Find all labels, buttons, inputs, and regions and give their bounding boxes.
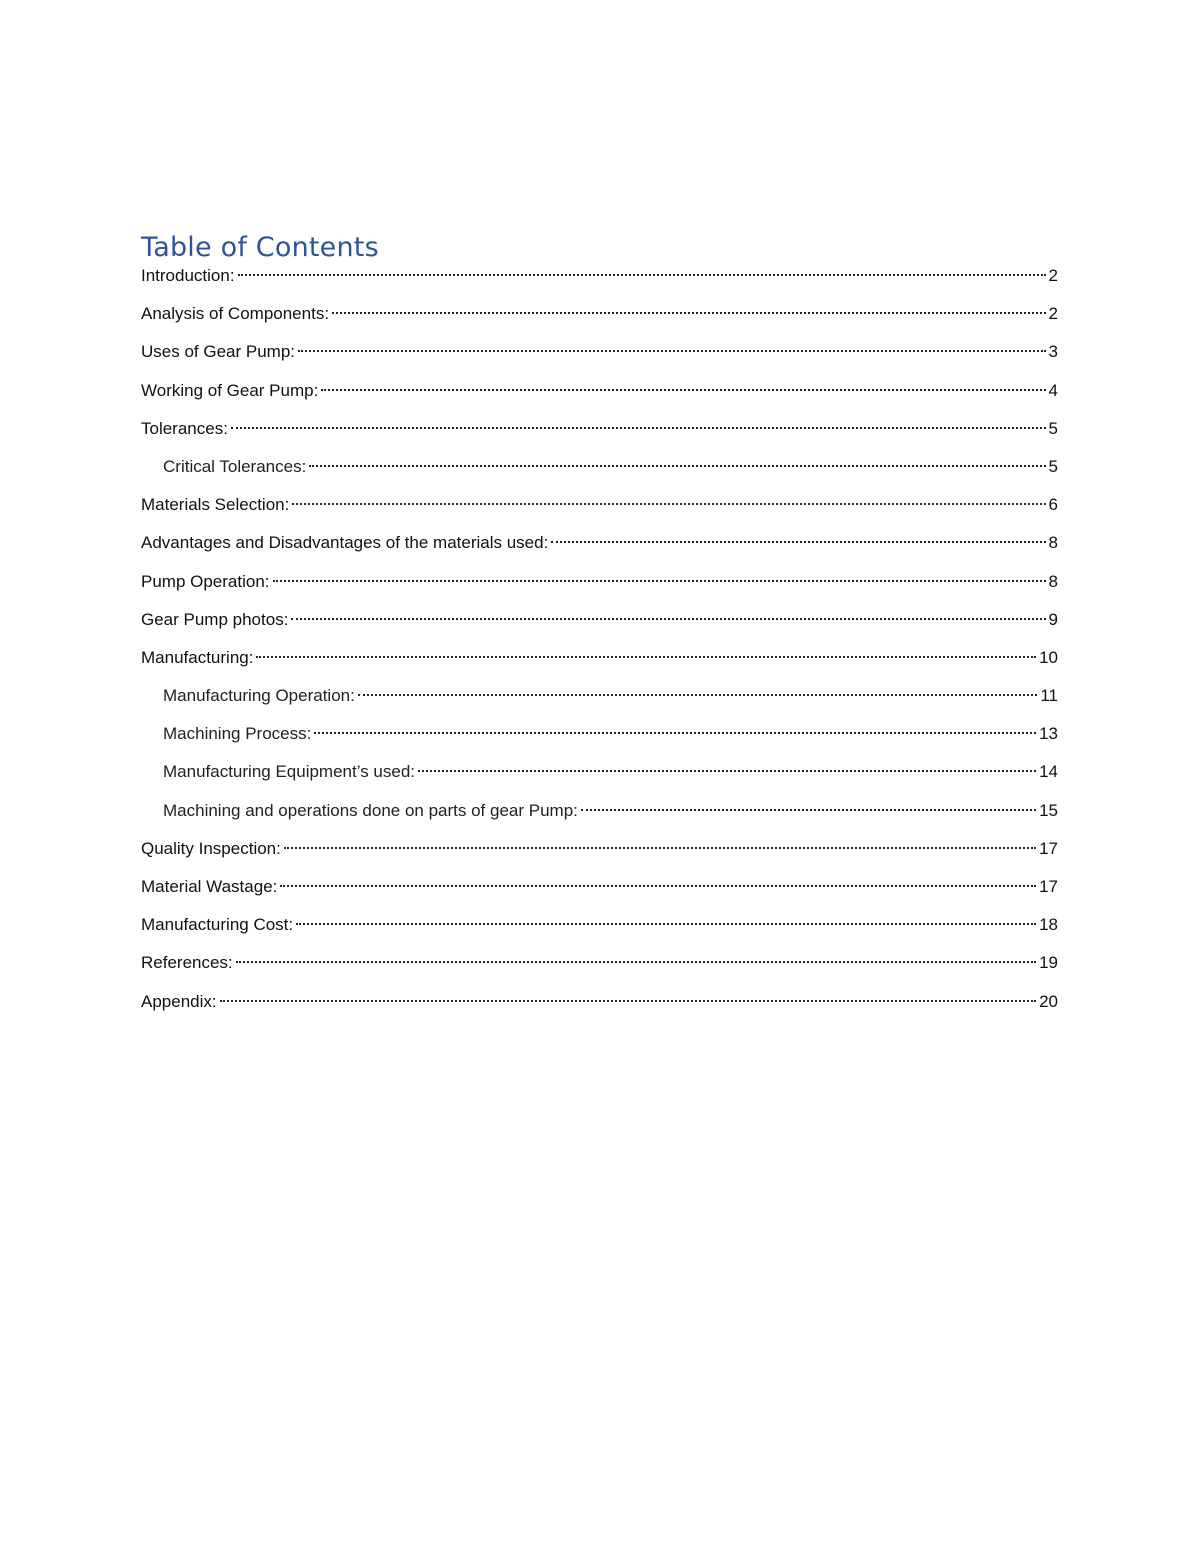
toc-list [141,257,1058,1021]
toc-entry-label: Manufacturing Operation: [163,686,355,706]
toc-entry-label: Introduction: [141,266,235,285]
toc-entry-label: Critical Tolerances: [163,456,307,476]
toc-entry-label: Analysis of Components: [141,304,330,324]
toc-entry[interactable] [141,601,1058,639]
toc-entry[interactable] [141,944,1058,982]
toc-entry-page-number: 15 [1039,800,1058,820]
toc-entry-page-number: 2 [1048,266,1058,285]
toc-dot-leader [418,753,1036,777]
toc-dot-leader [581,792,1036,816]
toc-dot-leader [291,601,1045,625]
toc-entry-page-number: 9 [1048,609,1058,629]
toc-entry-page-number: 8 [1048,533,1058,553]
toc-entry-label: Machining Process: [163,724,312,744]
toc-entry[interactable] [141,563,1058,601]
toc-entry-label: Pump Operation: [141,571,270,591]
toc-entry-page-number: 14 [1039,762,1058,782]
toc-entry[interactable] [141,715,1058,753]
toc-entry-page-number: 20 [1039,991,1058,1011]
toc-entry-page-number: 3 [1048,342,1058,362]
toc-dot-leader [256,639,1036,663]
toc-entry-label: Manufacturing: [141,647,254,667]
toc-dot-leader [231,410,1046,434]
toc-entry[interactable] [141,372,1058,410]
toc-entry-page-number: 6 [1048,495,1058,515]
toc-entry[interactable] [141,257,1058,295]
toc-dot-leader [309,448,1045,472]
toc-dot-leader [238,257,1046,281]
toc-entry[interactable] [141,677,1058,715]
toc-entry-page-number: 11 [1040,686,1058,706]
toc-entry-page-number: 2 [1048,304,1058,324]
toc-entry-page-number: 5 [1048,418,1058,438]
toc-entry-page-number: 8 [1048,571,1058,591]
toc-entry-label: Manufacturing Equipment’s used: [163,762,416,782]
toc-dot-leader [298,333,1046,357]
toc-entry-label: Manufacturing Cost: [141,915,294,935]
toc-entry[interactable] [141,410,1058,448]
toc-dot-leader [284,830,1036,854]
toc-dot-leader [292,486,1045,510]
toc-dot-leader [280,868,1036,892]
toc-entry-page-number: 5 [1048,456,1058,476]
toc-entry-page-number: 10 [1039,647,1058,667]
toc-entry-label: Gear Pump photos: [141,609,289,629]
toc-dot-leader [551,524,1045,548]
toc-entry-label: Appendix: [141,991,217,1011]
toc-entry[interactable] [141,830,1058,868]
toc-entry-label: Tolerances: [141,418,228,438]
toc-dot-leader [236,944,1036,968]
toc-entry-page-number: 19 [1039,953,1058,973]
toc-entry[interactable] [141,448,1058,486]
toc-entry-label: References: [141,953,233,973]
toc-entry-page-number: 18 [1039,915,1058,935]
toc-dot-leader [296,906,1036,930]
toc-dot-leader [220,983,1036,1007]
toc-entry[interactable] [141,639,1058,677]
toc-title: Table of Contents [141,232,379,264]
toc-entry-label: Advantages and Disadvantages of the materials used: [141,533,549,553]
toc-entry-label: Uses of Gear Pump: [141,342,296,362]
toc-entry[interactable] [141,333,1058,371]
toc-entry[interactable] [141,792,1058,830]
toc-entry-label: Materials Selection: [141,495,290,515]
toc-entry[interactable] [141,906,1058,944]
toc-dot-leader [332,295,1045,319]
toc-entry-label: Machining and operations done on parts of gear Pump: [163,800,578,820]
toc-entry-page-number: 17 [1039,838,1058,858]
toc-dot-leader [321,372,1045,396]
toc-entry[interactable] [141,486,1058,524]
toc-entry-label: Quality Inspection: [141,838,281,858]
toc-entry-label: Material Wastage: [141,877,278,896]
toc-entry[interactable] [141,753,1058,791]
toc-dot-leader [358,677,1038,701]
toc-entry[interactable] [141,295,1058,333]
toc-entry-page-number: 17 [1039,877,1058,896]
toc-entry-page-number: 4 [1048,380,1058,400]
toc-entry-label: Working of Gear Pump: [141,380,319,400]
toc-entry-page-number: 13 [1039,724,1058,744]
toc-dot-leader [314,715,1036,739]
toc-entry[interactable] [141,983,1058,1021]
toc-entry[interactable] [141,868,1058,906]
toc-dot-leader [273,563,1046,587]
toc-entry[interactable] [141,524,1058,562]
